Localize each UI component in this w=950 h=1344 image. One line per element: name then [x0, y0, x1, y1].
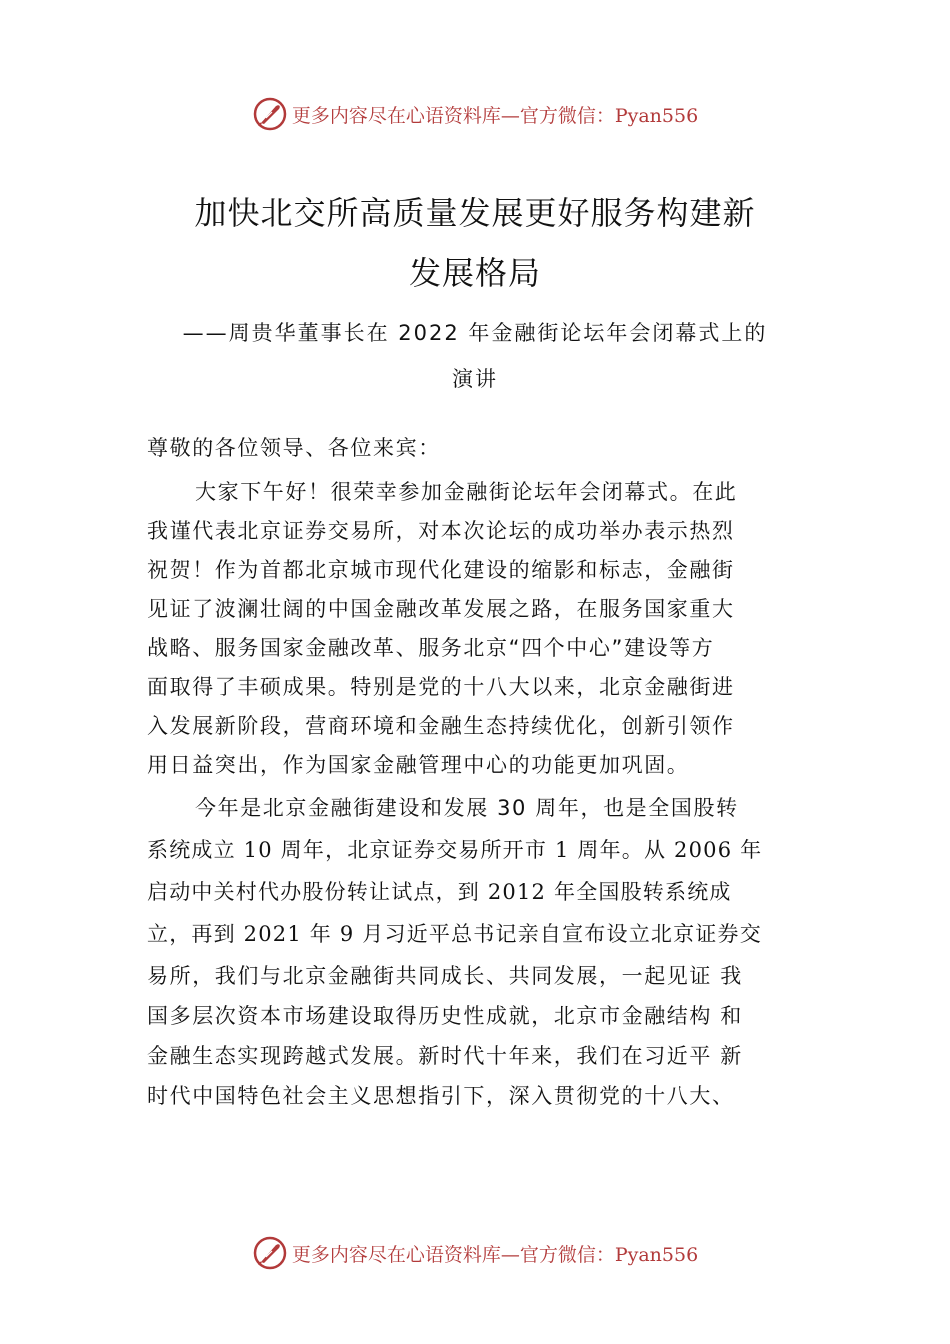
paragraph-2-line: 国多层次资本市场建设取得历史性成就，北京市金融结构 和 [147, 1004, 743, 1028]
paragraph-1-line: 面取得了丰硕成果。特别是党的十八大以来，北京金融街进 [147, 675, 735, 699]
quill-pen-logo-icon [252, 1235, 288, 1271]
paragraph-2-line: 今年是北京金融街建设和发展 30 周年，也是全国股转 [195, 796, 739, 820]
paragraph-1-line: 大家下午好！很荣幸参加金融街论坛年会闭幕式。在此 [195, 480, 738, 504]
footer-banner [0, 1233, 950, 1273]
salutation: 尊敬的各位领导、各位来宾： [147, 436, 441, 460]
paragraph-2-line: 启动中关村代办股份转让试点，到 2012 年全国股转系统成 [147, 880, 732, 904]
banner-text: 更多内容尽在心语资料库—官方微信：Pyan556 [291, 104, 699, 127]
paragraph-1-line: 用日益突出，作为国家金融管理中心的功能更加巩固。 [147, 753, 690, 777]
paragraph-1-line: 祝贺！作为首都北京城市现代化建设的缩影和标志，金融街 [147, 558, 735, 582]
document-title-line-2: 发展格局 [408, 254, 541, 292]
header-banner [0, 94, 950, 134]
paragraph-1-line: 我谨代表北京证券交易所，对本次论坛的成功举办表示热烈 [147, 519, 735, 543]
paragraph-2-line: 系统成立 10 周年，北京证券交易所开市 1 周年。从 2006 年 [147, 838, 763, 862]
paragraph-1-line: 见证了波澜壮阔的中国金融改革发展之路，在服务国家重大 [147, 597, 735, 621]
document-subtitle-line-1: ——周贵华董事长在 2022 年金融街论坛年会闭幕式上的 [182, 321, 768, 345]
quill-pen-logo-icon [252, 96, 288, 132]
paragraph-2-line: 立，再到 2021 年 9 月习近平总书记亲自宣布设立北京证券交 [147, 922, 762, 946]
paragraph-2-line: 易所，我们与北京金融街共同成长、共同发展，一起见证 我 [147, 964, 743, 988]
document-title-line-1: 加快北交所高质量发展更好服务构建新 [194, 194, 756, 232]
paragraph-2-line: 金融生态实现跨越式发展。新时代十年来，我们在习近平 新 [147, 1044, 743, 1068]
paragraph-1-line: 入发展新阶段，营商环境和金融生态持续优化，创新引领作 [147, 714, 735, 738]
paragraph-1-line: 战略、服务国家金融改革、服务北京“四个中心”建设等方 [147, 636, 715, 660]
paragraph-2-line: 时代中国特色社会主义思想指引下，深入贯彻党的十八大、 [147, 1084, 735, 1108]
banner-text: 更多内容尽在心语资料库—官方微信：Pyan556 [291, 1243, 699, 1266]
document-subtitle-line-2: 演讲 [452, 367, 498, 391]
